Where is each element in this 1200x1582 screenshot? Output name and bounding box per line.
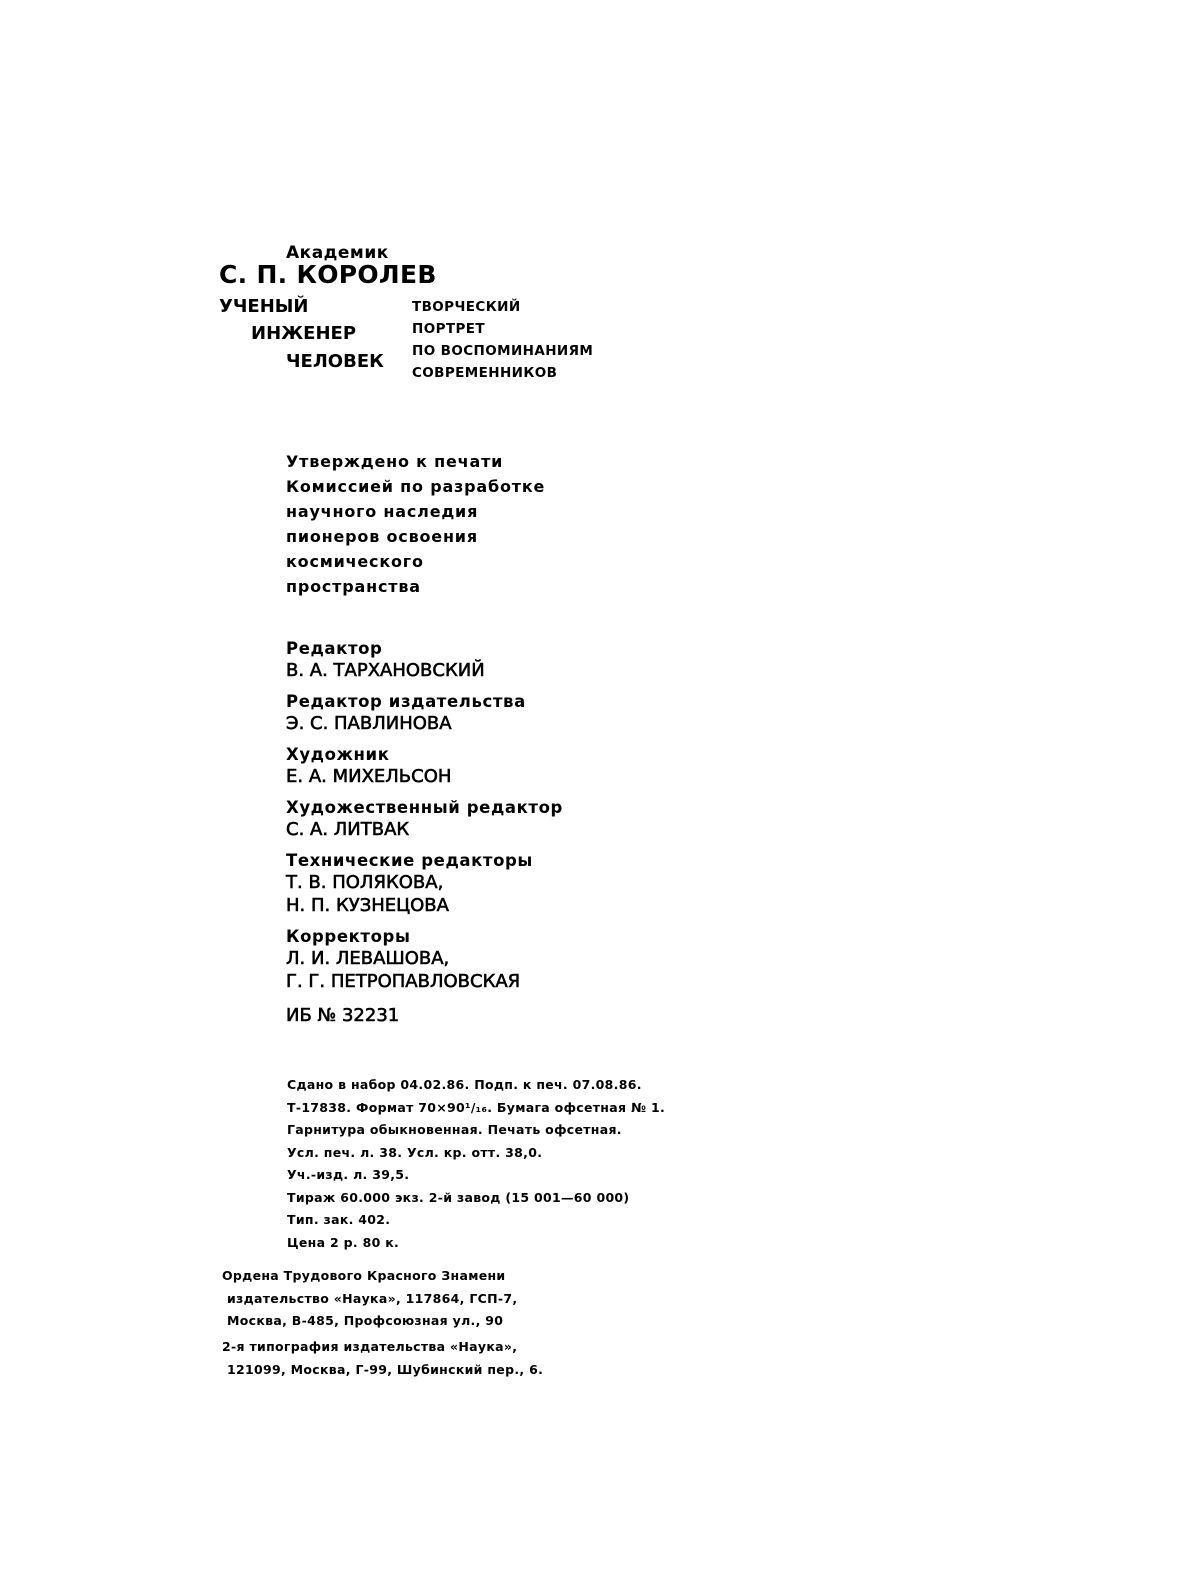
printer-info (222, 1336, 543, 1381)
ib-number: ИБ № 32231 (286, 1005, 400, 1026)
print-spec-line: Гарнитура обыкновенная. Печать офсетная. (287, 1122, 622, 1137)
credit-technical-editors (286, 850, 563, 917)
credit-proofreaders (286, 926, 563, 993)
approval-note (286, 449, 545, 599)
print-specifications (287, 1074, 665, 1254)
credit-name: Л. И. ЛЕВАШОВА, (286, 948, 450, 969)
approval-line: пространства (286, 577, 421, 596)
credit-publishing-editor (286, 691, 563, 735)
approval-line: научного наследия (286, 502, 479, 521)
credit-name: Т. В. ПОЛЯКОВА, (286, 872, 444, 893)
credit-role: Художественный редактор (286, 798, 563, 817)
publisher-line: издательство «Наука», 117864, ГСП-7, (227, 1290, 518, 1306)
credit-editor (286, 638, 563, 682)
credit-name: Е. А. МИХЕЛЬСОН (286, 766, 452, 787)
author-name: С. П. КОРОЛЕВ (219, 260, 437, 289)
subtitle-description-line: ПО ВОСПОМИНАНИЯМ (412, 343, 594, 359)
print-spec-line: Тираж 60.000 экз. 2-й завод (15 001—60 000) (287, 1189, 630, 1205)
credit-role: Художник (286, 745, 390, 764)
subtitle-person: ЧЕЛОВЕК (286, 351, 384, 372)
credit-role: Редактор (286, 639, 383, 658)
print-spec-line: Уч.-изд. л. 39,5. (287, 1167, 410, 1182)
print-spec-line: Т-17838. Формат 70×90¹/₁₆. Бумага офсетная № 1. (287, 1099, 665, 1115)
credit-name: В. А. ТАРХАНОВСКИЙ (286, 660, 485, 681)
publisher-info (222, 1265, 517, 1333)
credit-role: Корректоры (286, 927, 411, 946)
subtitle-description-line: ТВОРЧЕСКИЙ (412, 299, 521, 315)
credits-list (286, 638, 563, 1026)
subtitle-scientist: УЧЕНЫЙ (219, 296, 309, 317)
publisher-line: Ордена Трудового Красного Знамени (222, 1268, 506, 1283)
printer-line: 121099, Москва, Г-99, Шубинский пер., 6. (227, 1361, 544, 1377)
credit-name: Э. С. ПАВЛИНОВА (286, 713, 452, 734)
approval-line: космического (286, 552, 424, 571)
credit-name: С. А. ЛИТВАК (286, 819, 410, 840)
credit-name: Н. П. КУЗНЕЦОВА (286, 895, 449, 916)
print-spec-line: Сдано в набор 04.02.86. Подп. к печ. 07.08.86. (287, 1077, 642, 1092)
credit-name: Г. Г. ПЕТРОПАВЛОВСКАЯ (286, 971, 521, 992)
print-spec-line: Цена 2 р. 80 к. (287, 1234, 400, 1250)
subtitle-engineer: ИНЖЕНЕР (251, 323, 357, 344)
credit-artist (286, 744, 563, 788)
print-spec-line: Тип. зак. 402. (287, 1212, 391, 1227)
credit-art-editor (286, 797, 563, 841)
academic-title: Академик (286, 243, 389, 263)
approval-line: пионеров освоения (286, 527, 478, 546)
approval-line: Утверждено к печати (286, 452, 504, 471)
subtitle-description-line: ПОРТРЕТ (412, 321, 486, 337)
subtitle-description-line: СОВРЕМЕННИКОВ (412, 365, 558, 381)
printer-line: 2-я типография издательства «Наука», (222, 1339, 518, 1354)
publisher-line: Москва, В-485, Профсоюзная ул., 90 (227, 1313, 504, 1328)
credit-role: Технические редакторы (286, 851, 533, 870)
subtitle-description (412, 296, 593, 384)
credit-role: Редактор издательства (286, 692, 526, 711)
print-spec-line: Усл. печ. л. 38. Усл. кр. отт. 38,0. (287, 1144, 543, 1160)
approval-line: Комиссией по разработке (286, 477, 546, 496)
